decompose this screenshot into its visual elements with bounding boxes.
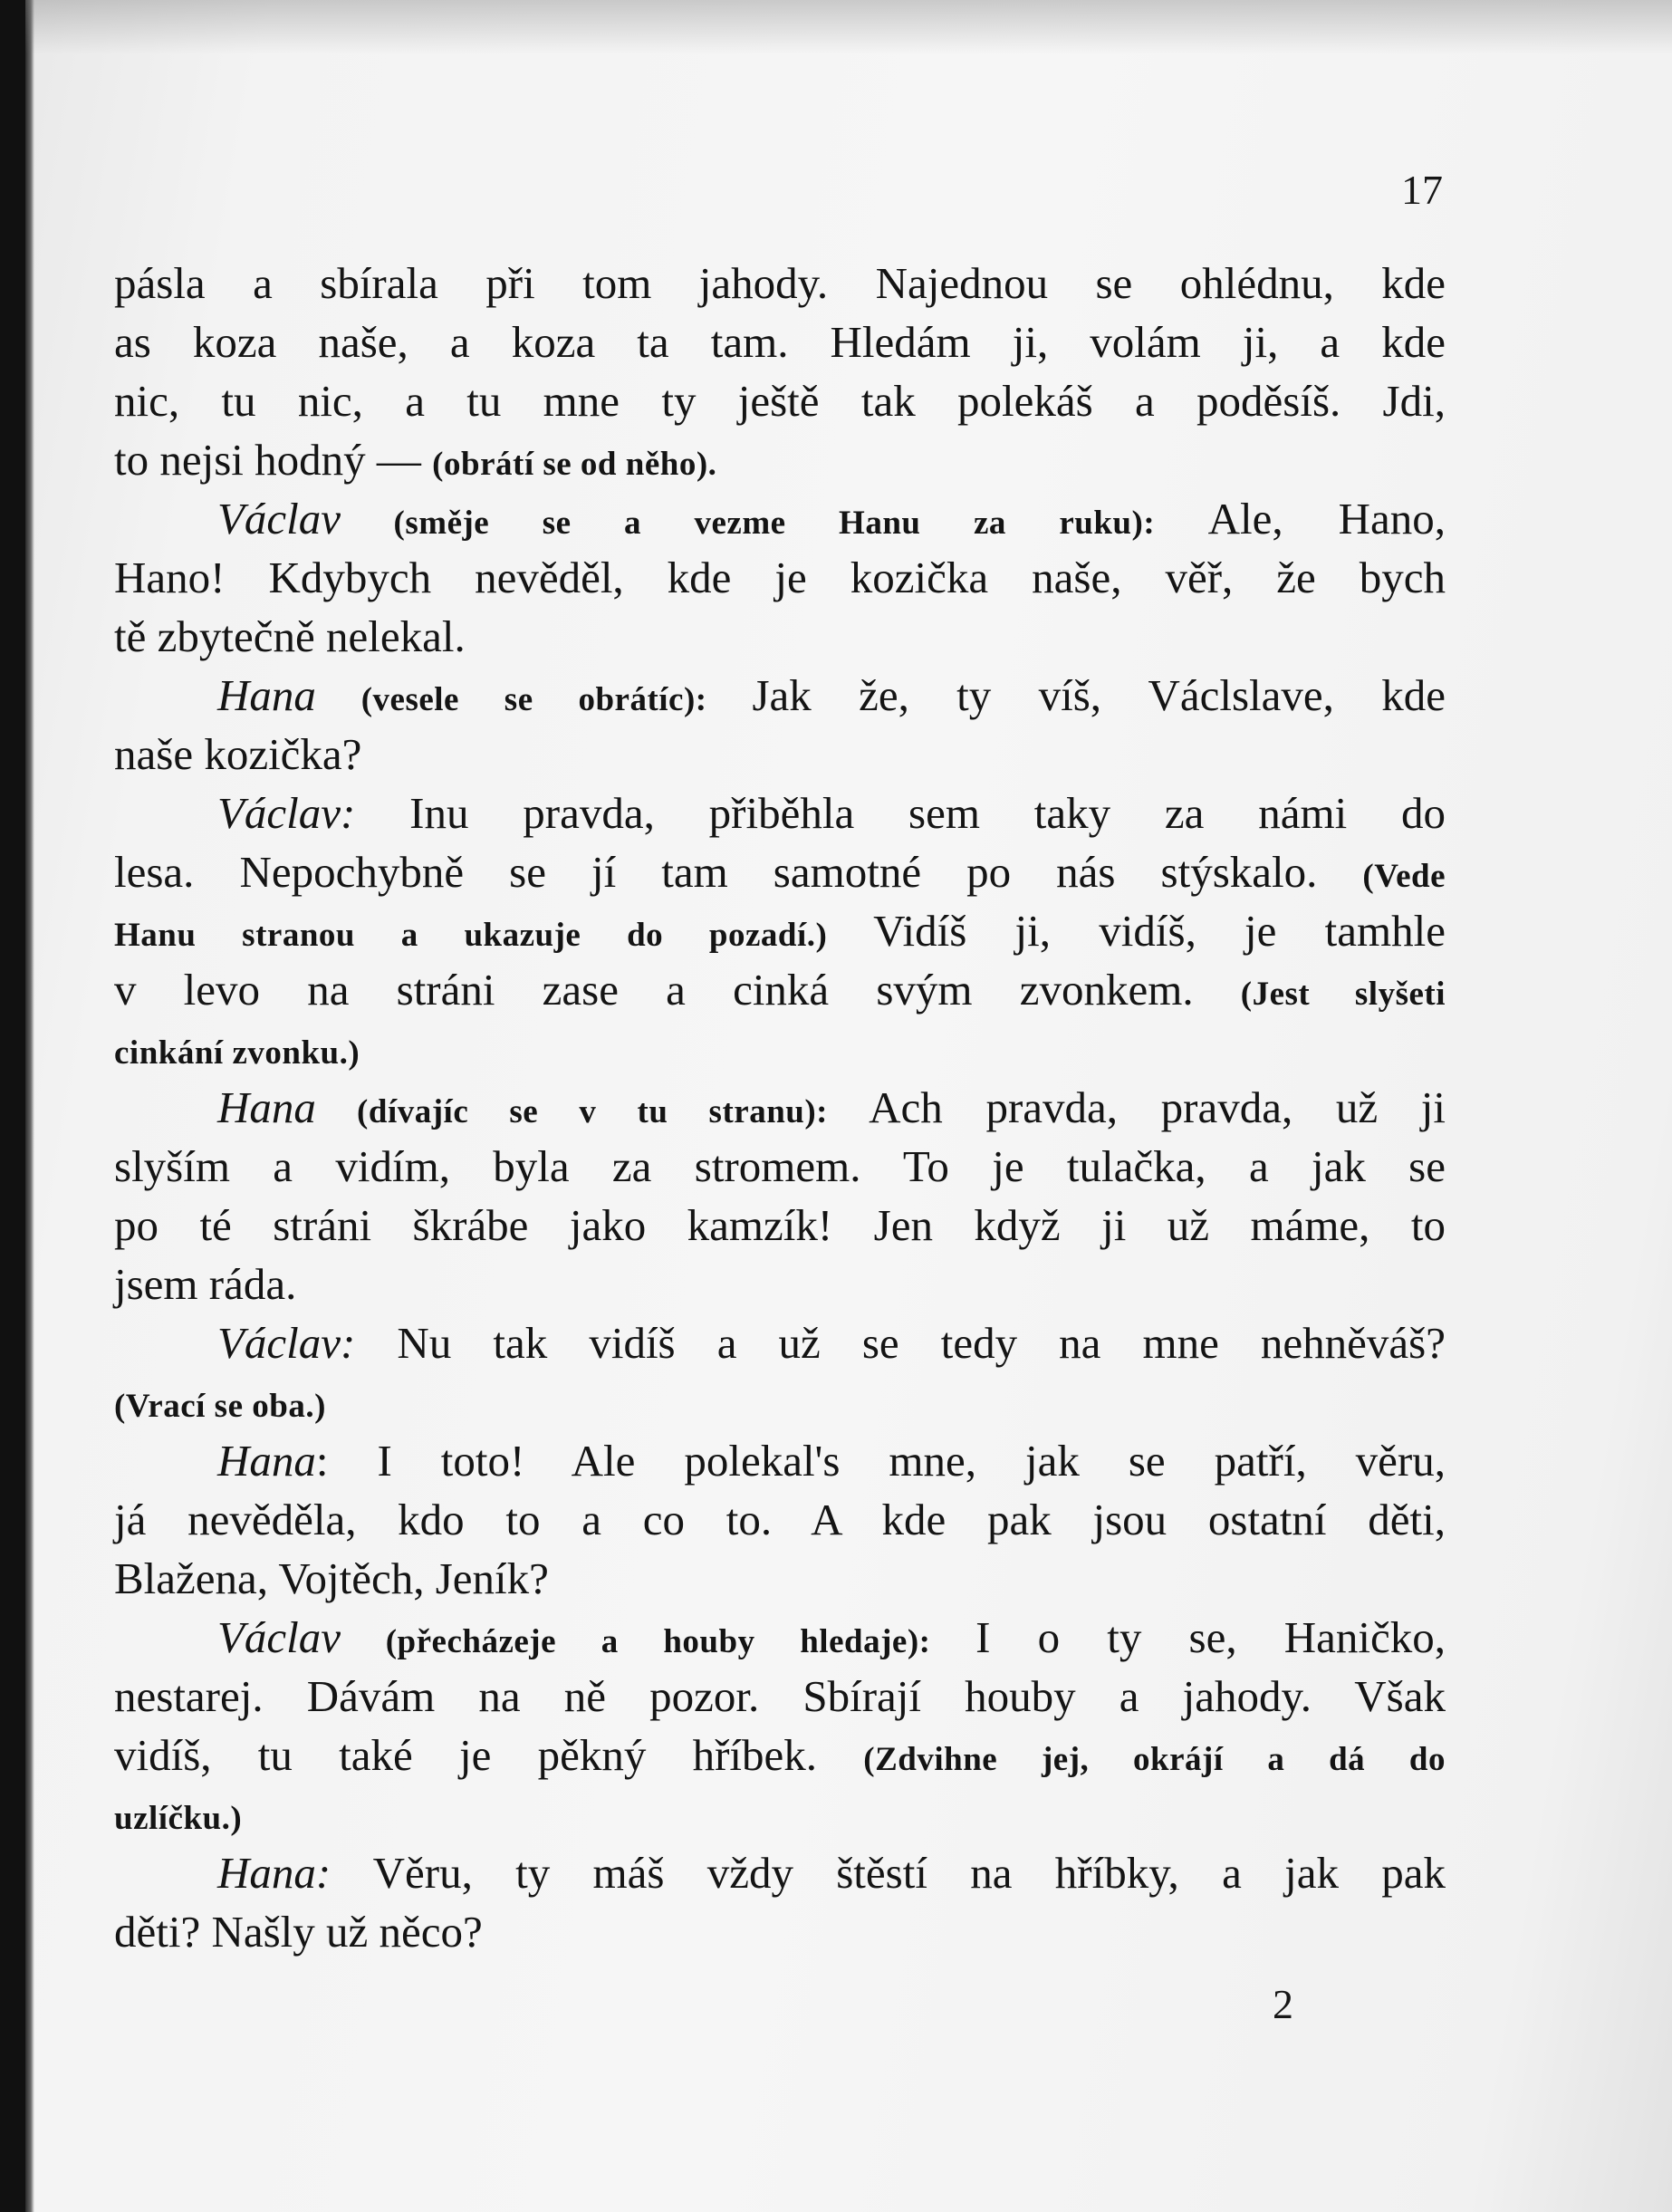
stage-direction: uzlíčku.) (114, 1800, 243, 1837)
stage-direction: (Jest slyšeti (1240, 976, 1446, 1013)
speaker-name: Václav (217, 1612, 341, 1662)
text-line (114, 1313, 1446, 1372)
text-line (114, 1784, 1446, 1843)
text-line (114, 784, 1446, 842)
dialogue-text: Ach pravda, pravda, už ji (869, 1082, 1446, 1132)
dialogue-text: vidíš, tu také je pěkný hříbek. (114, 1730, 864, 1780)
dialogue-text: Ale, Hano, (1207, 494, 1446, 543)
dialogue-text: lesa. Nepochybně se jí tam samotné po nás stýskalo. (114, 847, 1363, 897)
text-line (114, 1726, 1446, 1784)
dialogue-text: naše kozička? (114, 729, 362, 779)
dialogue-text: Jak že, ty víš, Václslave, kde (752, 670, 1446, 720)
stage-direction: (vesele se obrátíc): (315, 681, 753, 718)
stage-direction: cinkání zvonku.) (114, 1034, 360, 1072)
dialogue-text: Vidíš ji, vidíš, je tamhle (873, 906, 1446, 956)
speaker-name: Václav (217, 494, 341, 543)
text-line (114, 960, 1446, 1019)
text-line (114, 1137, 1446, 1196)
dialogue-text: Věru, ty máš vždy štěstí na hříbky, a jak pak (331, 1848, 1446, 1898)
text-line (114, 371, 1446, 430)
speaker-name: Hana (217, 1436, 316, 1486)
text-line (114, 1019, 1446, 1078)
dialogue-text: I o ty se, Haničko, (975, 1612, 1446, 1662)
text-line (114, 666, 1446, 725)
speaker-name: Hana: (217, 1848, 332, 1898)
dialogue-text: já nevěděla, kdo to a co to. A kde pak jsou ostatní děti, (114, 1495, 1446, 1544)
play-text-block (114, 254, 1446, 1961)
dialogue-text: děti? Našly už něco? (114, 1907, 483, 1957)
dialogue-text: pásla a sbírala při tom jahody. Najednou se ohlédnu, kde (114, 258, 1446, 308)
text-line (114, 1902, 1446, 1961)
text-line (114, 901, 1446, 960)
text-line (114, 548, 1446, 607)
text-line (114, 430, 1446, 489)
text-line (114, 489, 1446, 548)
dialogue-text: po té stráni škrábe jako kamzík! Jen když ji už máme, to (114, 1200, 1446, 1250)
speaker-name: Hana (217, 1082, 316, 1132)
stage-direction: (dívajíc se v tu stranu): (315, 1093, 870, 1130)
text-line (114, 1255, 1446, 1313)
text-line (114, 842, 1446, 901)
dialogue-text: Blažena, Vojtěch, Jeník? (114, 1553, 549, 1603)
text-line (114, 1667, 1446, 1726)
page-number: 17 (1401, 167, 1443, 213)
dialogue-text: nestarej. Dávám na ně pozor. Sbírají houby a jahody. Však (114, 1671, 1446, 1721)
dialogue-text: Inu pravda, přiběhla sem taky za námi do (355, 788, 1446, 838)
dialogue-text: jsem ráda. (114, 1259, 297, 1309)
text-line (114, 1078, 1446, 1137)
speaker-name: Václav: (217, 1318, 356, 1368)
text-line (114, 607, 1446, 666)
text-line (114, 1549, 1446, 1608)
text-line (114, 313, 1446, 371)
text-line (114, 254, 1446, 313)
text-line (114, 725, 1446, 784)
stage-direction: (Vrací se oba.) (114, 1388, 326, 1425)
text-line (114, 1196, 1446, 1255)
text-line (114, 1843, 1446, 1902)
dialogue-text: as koza naše, a koza ta tam. Hledám ji, volám ji, a kde (114, 317, 1446, 367)
dialogue-text: slyším a vidím, byla za stromem. To je tulačka, a jak se (114, 1141, 1446, 1191)
text-line (114, 1490, 1446, 1549)
text-line (114, 1372, 1446, 1431)
signature-mark: 2 (1273, 1981, 1293, 2027)
dialogue-text: nic, tu nic, a tu mne ty ještě tak polekáš a poděsíš. Jdi, (114, 376, 1446, 426)
book-page (25, 0, 1672, 2212)
dialogue-text: tě zbytečně nelekal. (114, 611, 466, 661)
stage-direction: (Zdvihne jej, okrájí a dá do (863, 1741, 1446, 1778)
dialogue-text: to nejsi hodný — (114, 435, 433, 485)
stage-direction: (směje se a vezme Hanu za ruku): (341, 505, 1208, 542)
dialogue-text: Nu tak vidíš a už se tedy na mne nehněváš? (355, 1318, 1446, 1368)
stage-direction: (Vede (1362, 858, 1446, 895)
dialogue-text: Hano! Kdybych nevěděl, kde je kozička naše, věř, že bych (114, 553, 1446, 602)
speaker-name: Hana (217, 670, 316, 720)
text-line (114, 1608, 1446, 1667)
stage-direction: (obrátí se od něho). (432, 446, 717, 483)
stage-direction: Hanu stranou a ukazuje do pozadí.) (114, 917, 874, 954)
text-line (114, 1431, 1446, 1490)
speaker-name: Václav: (217, 788, 356, 838)
stage-direction: (přecházeje a houby hledaje): (341, 1623, 976, 1660)
dialogue-text: : I toto! Ale polekal's mne, jak se patří, věru, (315, 1436, 1446, 1486)
dialogue-text: v levo na stráni zase a cinká svým zvonkem. (114, 965, 1241, 1015)
